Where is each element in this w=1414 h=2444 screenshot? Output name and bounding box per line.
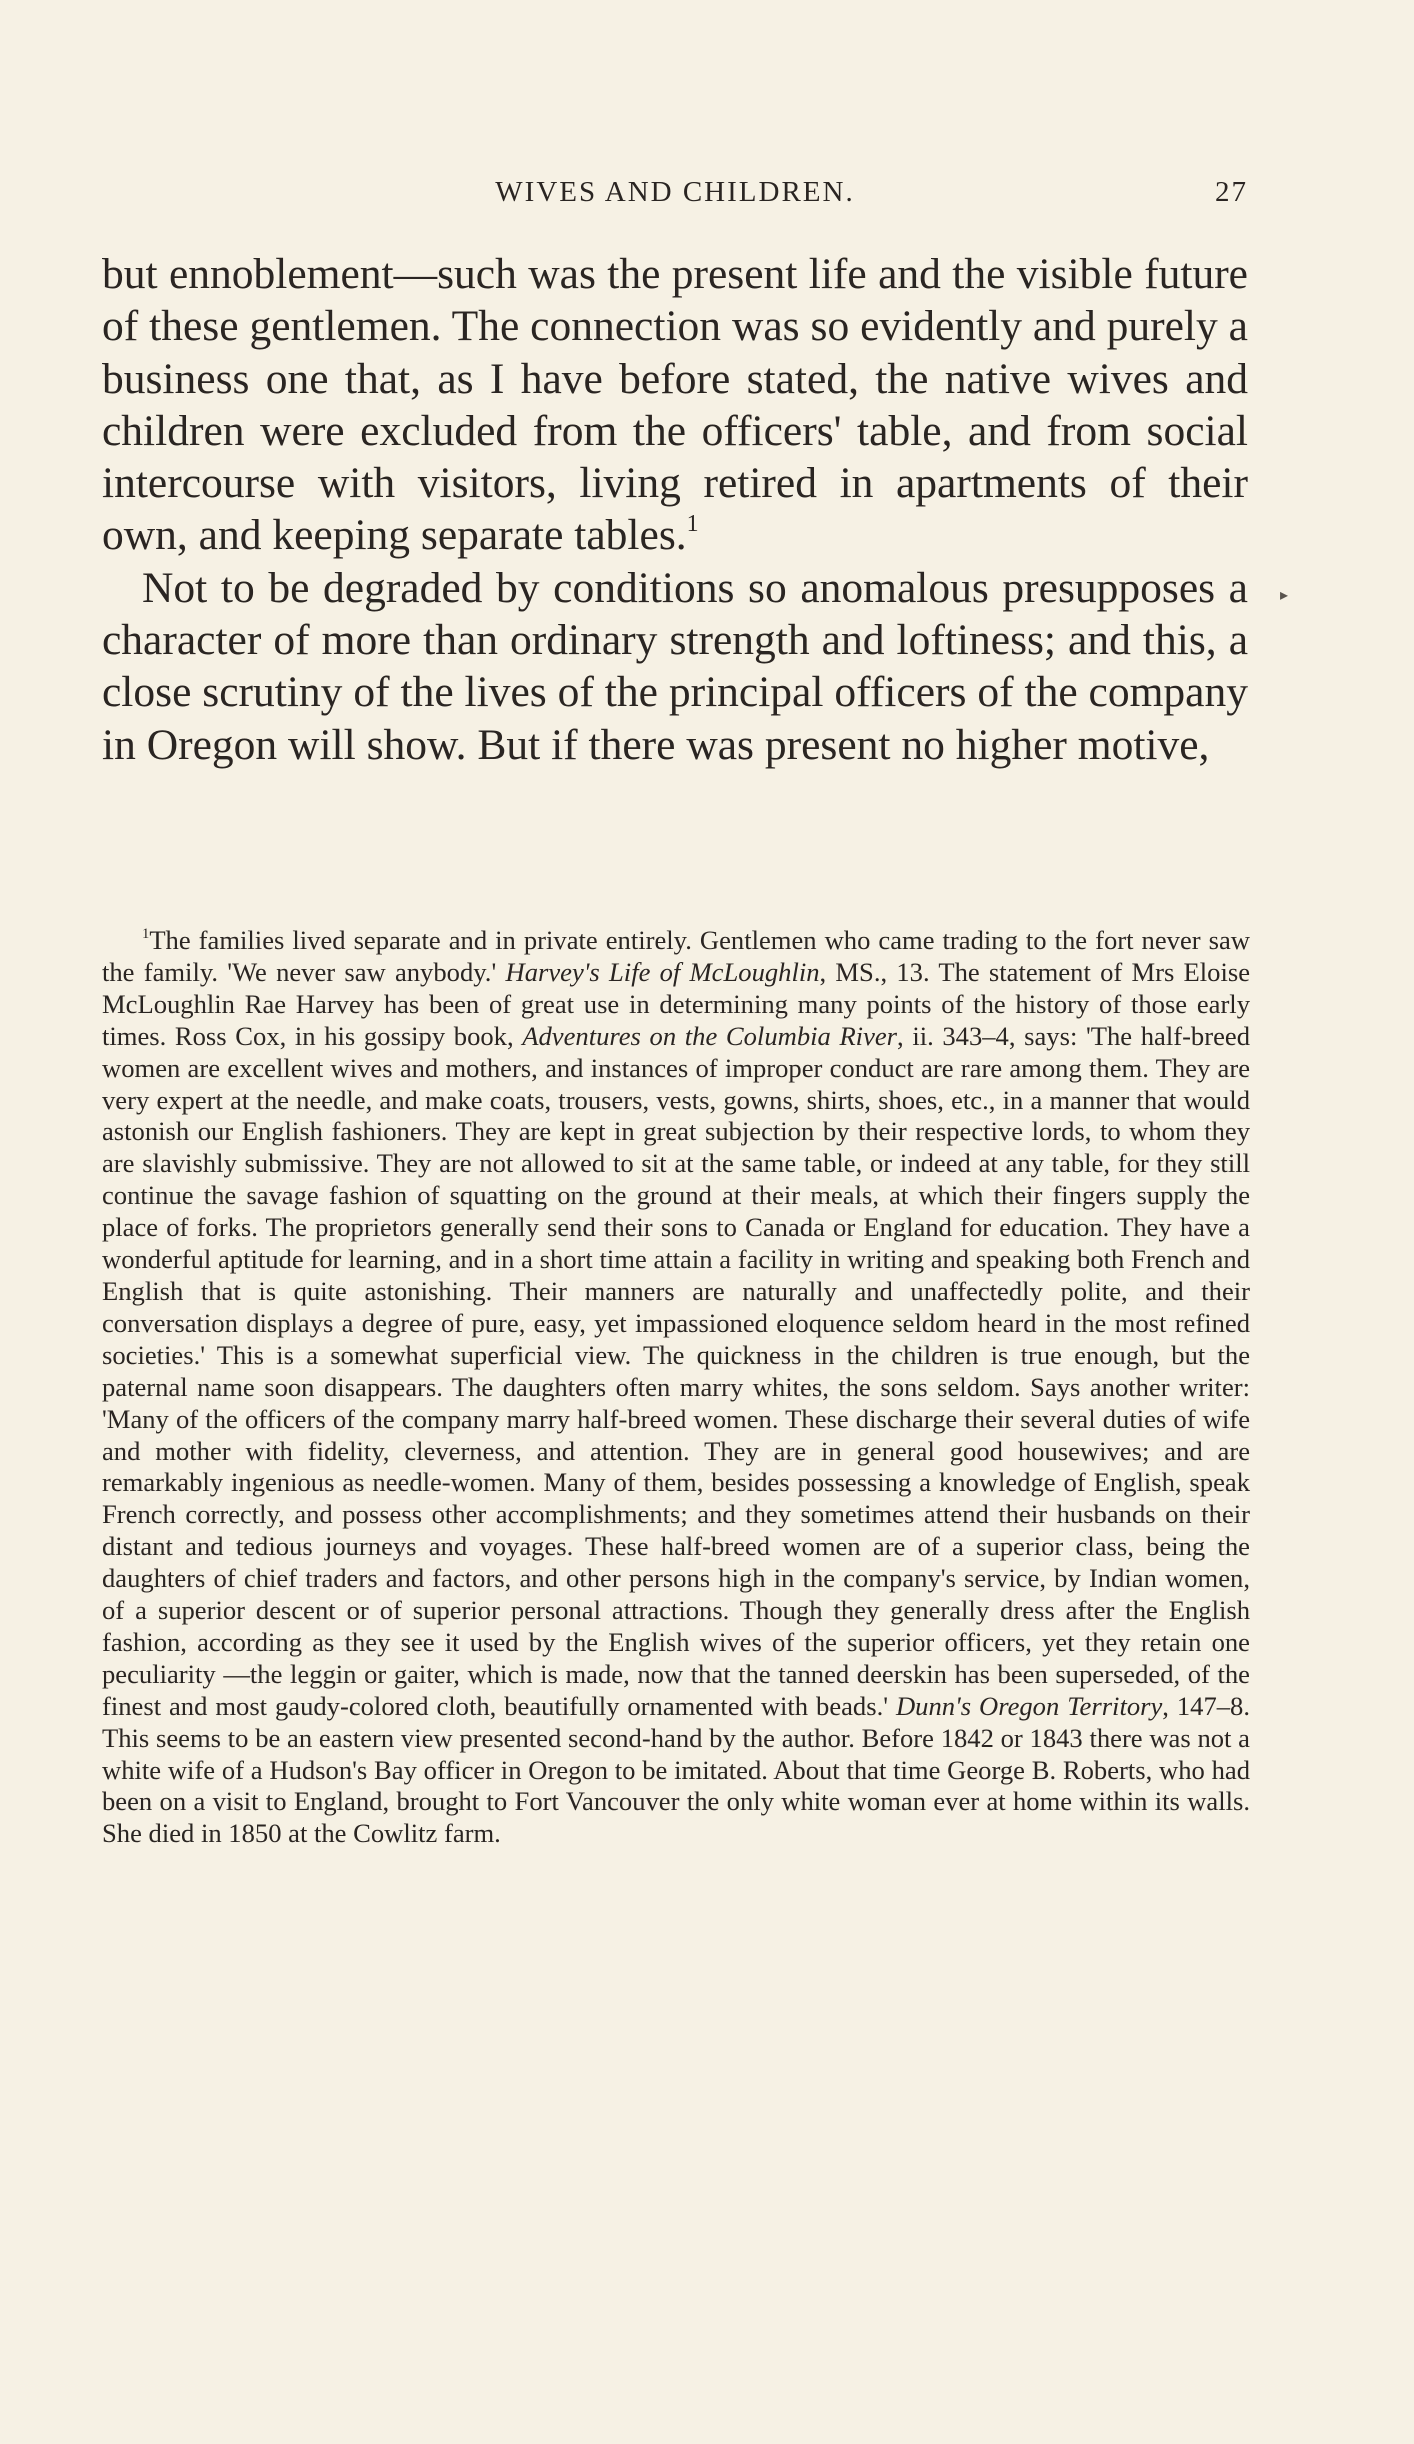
citation-cox: Adventures on the Columbia River (522, 1020, 898, 1051)
footnote-marker: 1 (142, 926, 150, 943)
main-text (102, 248, 1248, 771)
footnote-text-2: , MS., 13. The statement of Mrs Eloise McLoughlin Rae Harvey has been of great use in determining many points of the history of those early times. Ross Cox, in his gossipy book, (102, 956, 1250, 1051)
page-header (102, 172, 1248, 212)
footnote-text-4: , 147–8. This seems to be an eastern view presented second-hand by the author. Before 1842 or 1843 there was not a white wife of a Hudson's Bay officer in Oregon to be imitated. About that time George B. Roberts, who had been on a visit to England, brought to Fort Vancouver the only white woman ever at home within its walls. She died in 1850 at the Cowlitz farm. (102, 1690, 1250, 1849)
paragraph-1 (102, 248, 1248, 562)
paragraph-2: Not to be degraded by conditions so anomalous presupposes a character of more than ordinary strength and loftiness; and this, a close scrutiny of the lives of the principal officers of the company in Oregon will show. But if there was present no higher motive, (102, 563, 1248, 769)
citation-harvey: Harvey's Life of McLoughlin (505, 956, 820, 987)
running-head: WIVES AND CHILDREN. (495, 176, 855, 208)
margin-mark: ▸ (1280, 585, 1289, 604)
citation-dunn: Dunn's Oregon Territory (895, 1690, 1163, 1721)
footnote-text-1: The families lived separate and in private entirely. Gentlemen who came trading to the fort never saw the family. 'We never saw anybody.' (102, 925, 1250, 987)
footnote (102, 925, 1250, 1850)
footnote-text-3: , ii. 343–4, says: 'The half-breed women are excellent wives and mothers, and instances of improper conduct are rare among them. They are very expert at the needle, and make coats, trousers, vests, gowns, shirts, shoes, etc., in a manner that would astonish our English fashioners. They are kept in great subjection by their respective lords, to whom they are slavishly submissive. They are not allowed to sit at the same table, or indeed at any table, for they still continue the savage fashion of squatting on the ground at their meals, at which their fingers supply the place of forks. The proprietors generally send their sons to Canada or England for education. They have a wonderful aptitude for learning, and in a short time attain a facility in writing and speaking both French and English that is quite astonishing. Their manners are naturally and unaffectedly polite, and their conversation displays a degree of pure, easy, yet impassioned eloquence seldom heard in the most refined societies.' This is a somewhat superficial view. The quickness in the children is true enough, but the paternal name soon disappears. The daughters often marry whites, the sons seldom. Says another writer: 'Many of the officers of the company marry half-breed women. These discharge their several duties of wife and mother with fidelity, cleverness, and attention. They are in general good housewives; and are remarkably ingenious as needle-women. Many of them, besides possessing a knowledge of English, speak French correctly, and possess other accomplishments; and they sometimes attend their husbands on their distant and tedious journeys and voyages. These half-breed women are of a superior class, being the daughters of chief traders and factors, and other persons high in the company's service, by Indian women, of a superior descent or of superior personal attractions. Though they generally dress after the English fashion, according as they see it used by the English wives of the superior officers, yet they retain one peculiarity —the leggin or gaiter, which is made, now that the tanned deerskin has been superseded, of the finest and most gaudy-colored cloth, beautifully ornamented with beads.' (102, 1020, 1250, 1721)
paragraph-1-text: but ennoblement—such was the present life and the visible future of these gentlemen. The connection was so evidently and purely a business one that, as I have before stated, the native wives and children were excluded from the officers' table, and from social intercourse with visitors, living retired in apartments of their own, and keeping separate tables. (102, 250, 1248, 560)
footnote-reference: 1 (686, 511, 699, 538)
page-number: 27 (1215, 176, 1248, 208)
